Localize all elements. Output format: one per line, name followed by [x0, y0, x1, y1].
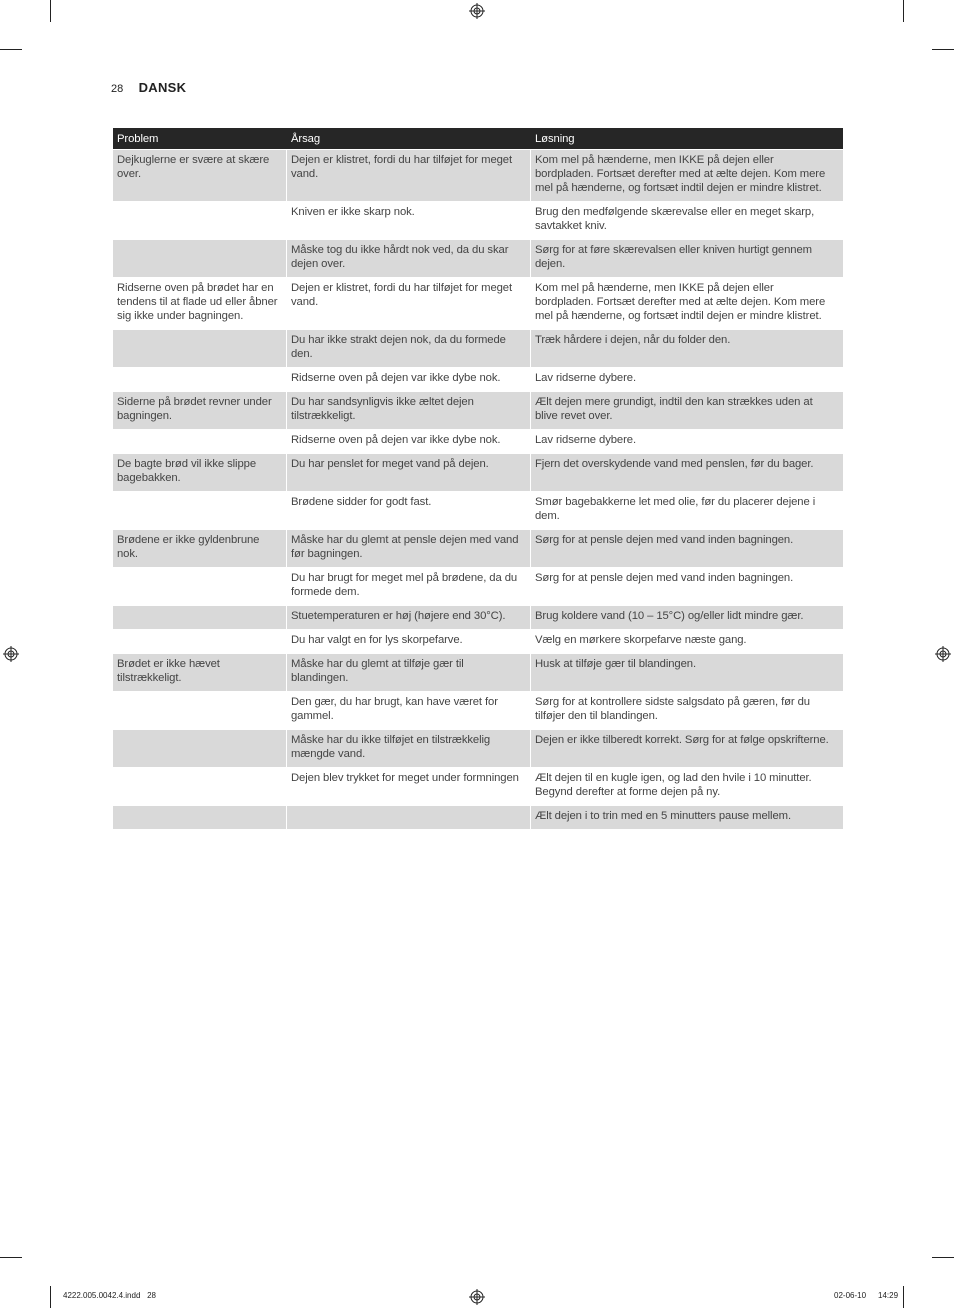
- problem-cell: Brødene er ikke gyldenbrune nok.: [113, 529, 286, 567]
- footer-date: 02-06-10: [834, 1291, 867, 1300]
- table-row: [113, 329, 843, 367]
- solution-cell: Sørg for at kontrollere sidste salgsdato på gæren, før du tilføjer den til blandingen.: [530, 691, 843, 729]
- problem-cell: [113, 691, 286, 729]
- problem-cell: De bagte brød vil ikke slippe bagebakken.: [113, 453, 286, 491]
- cause-cell: Du har valgt en for lys skorpefarve.: [286, 629, 530, 653]
- cause-cell: Måske tog du ikke hårdt nok ved, da du skar dejen over.: [286, 239, 530, 277]
- crop-mark: [50, 0, 51, 22]
- solution-cell: Kom mel på hænderne, men IKKE på dejen eller bordpladen. Fortsæt derefter med at ælte dejen. Kom mere mel på hænderne, og fortsæt indtil dejen er mindre klistret.: [530, 149, 843, 201]
- problem-cell: [113, 767, 286, 805]
- cause-cell: Dejen blev trykket for meget under formningen: [286, 767, 530, 805]
- table-row: [113, 491, 843, 529]
- table-row: [113, 367, 843, 391]
- solution-cell: Ælt dejen til en kugle igen, og lad den hvile i 10 minutter. Begynd derefter at forme dejen på ny.: [530, 767, 843, 805]
- cause-cell: Kniven er ikke skarp nok.: [286, 201, 530, 239]
- problem-cell: [113, 567, 286, 605]
- crop-mark: [903, 0, 904, 22]
- footer-time: 14:29: [878, 1291, 899, 1300]
- problem-cell: Siderne på brødet revner under bagningen.: [113, 391, 286, 429]
- solution-cell: Sørg for at føre skærevalsen eller kniven hurtigt gennem dejen.: [530, 239, 843, 277]
- crop-mark: [903, 1286, 904, 1308]
- crop-mark: [50, 1286, 51, 1308]
- table-row: [113, 767, 843, 805]
- solution-cell: Sørg for at pensle dejen med vand inden bagningen.: [530, 567, 843, 605]
- solution-cell: Lav ridserne dybere.: [530, 429, 843, 453]
- crop-mark: [932, 1257, 954, 1258]
- table-row: [113, 429, 843, 453]
- solution-cell: Vælg en mørkere skorpefarve næste gang.: [530, 629, 843, 653]
- language-heading: DANSK: [138, 80, 187, 95]
- cause-cell: Stuetemperaturen er høj (højere end 30°C).: [286, 605, 530, 629]
- table-header-row: [113, 128, 843, 149]
- table-row: [113, 653, 843, 691]
- cause-cell: Ridserne oven på dejen var ikke dybe nok.: [286, 367, 530, 391]
- problem-cell: [113, 329, 286, 367]
- solution-cell: Kom mel på hænderne, men IKKE på dejen eller bordpladen. Fortsæt derefter med at ælte dejen. Kom mere mel på hænderne, og fortsæt indtil dejen er mindre klistret.: [530, 277, 843, 329]
- table-row: [113, 805, 843, 829]
- table-row: [113, 729, 843, 767]
- solution-cell: Brug den medfølgende skærevalse eller en meget skarp, savtakket kniv.: [530, 201, 843, 239]
- solution-cell: Fjern det overskydende vand med penslen, før du bager.: [530, 453, 843, 491]
- solution-cell: Lav ridserne dybere.: [530, 367, 843, 391]
- crop-mark: [932, 49, 954, 50]
- table-row: [113, 529, 843, 567]
- cause-cell: Dejen er klistret, fordi du har tilføjet for meget vand.: [286, 277, 530, 329]
- registration-mark-icon: [469, 1289, 485, 1305]
- table-row: [113, 239, 843, 277]
- cause-cell: Du har penslet for meget vand på dejen.: [286, 453, 530, 491]
- solution-cell: Husk at tilføje gær til blandingen.: [530, 653, 843, 691]
- cause-cell: Du har sandsynligvis ikke æltet dejen tilstrækkeligt.: [286, 391, 530, 429]
- problem-cell: [113, 629, 286, 653]
- problem-cell: [113, 805, 286, 829]
- cause-cell: Måske har du ikke tilføjet en tilstrækkelig mængde vand.: [286, 729, 530, 767]
- crop-mark: [0, 49, 22, 50]
- registration-mark-icon: [935, 646, 951, 662]
- problem-cell: [113, 729, 286, 767]
- registration-mark-icon: [469, 3, 485, 19]
- cause-cell: [286, 805, 530, 829]
- solution-cell: Sørg for at pensle dejen med vand inden bagningen.: [530, 529, 843, 567]
- cause-cell: Ridserne oven på dejen var ikke dybe nok.: [286, 429, 530, 453]
- problem-cell: [113, 201, 286, 239]
- table-row: [113, 691, 843, 729]
- cause-cell: Dejen er klistret, fordi du har tilføjet for meget vand.: [286, 149, 530, 201]
- problem-cell: [113, 605, 286, 629]
- troubleshooting-table: [113, 128, 843, 829]
- table-row: [113, 391, 843, 429]
- cause-cell: Måske har du glemt at pensle dejen med vand før bagningen.: [286, 529, 530, 567]
- solution-cell: Dejen er ikke tilberedt korrekt. Sørg for at følge opskrifterne.: [530, 729, 843, 767]
- table-row: [113, 567, 843, 605]
- problem-cell: Dejkuglerne er svære at skære over.: [113, 149, 286, 201]
- solution-cell: Smør bagebakkerne let med olie, før du placerer dejene i dem.: [530, 491, 843, 529]
- column-header-solution: Løsning: [530, 128, 843, 149]
- problem-cell: [113, 367, 286, 391]
- page-header: [111, 80, 186, 95]
- solution-cell: Træk hårdere i dejen, når du folder den.: [530, 329, 843, 367]
- table-row: [113, 201, 843, 239]
- problem-cell: [113, 239, 286, 277]
- crop-mark: [0, 1257, 22, 1258]
- table-row: [113, 453, 843, 491]
- cause-cell: Brødene sidder for godt fast.: [286, 491, 530, 529]
- table-row: [113, 149, 843, 201]
- solution-cell: Ælt dejen i to trin med en 5 minutters pause mellem.: [530, 805, 843, 829]
- cause-cell: Måske har du glemt at tilføje gær til blandingen.: [286, 653, 530, 691]
- column-header-cause: Årsag: [286, 128, 530, 149]
- registration-mark-icon: [3, 646, 19, 662]
- cause-cell: Den gær, du har brugt, kan have været for gammel.: [286, 691, 530, 729]
- solution-cell: Ælt dejen mere grundigt, indtil den kan strækkes uden at blive revet over.: [530, 391, 843, 429]
- problem-cell: Ridserne oven på brødet har en tendens til at flade ud eller åbner sig ikke under bagningen.: [113, 277, 286, 329]
- solution-cell: Brug koldere vand (10 – 15°C) og/eller lidt mindre gær.: [530, 605, 843, 629]
- page-number: 28: [111, 83, 124, 95]
- table-row: [113, 605, 843, 629]
- problem-cell: [113, 491, 286, 529]
- problem-cell: Brødet er ikke hævet tilstrækkeligt.: [113, 653, 286, 691]
- table-row: [113, 277, 843, 329]
- cause-cell: Du har brugt for meget mel på brødene, da du formede dem.: [286, 567, 530, 605]
- column-header-problem: Problem: [113, 128, 286, 149]
- table-row: [113, 629, 843, 653]
- cause-cell: Du har ikke strakt dejen nok, da du formede den.: [286, 329, 530, 367]
- footer-file-name: 4222.005.0042.4.indd 28: [63, 1291, 156, 1300]
- problem-cell: [113, 429, 286, 453]
